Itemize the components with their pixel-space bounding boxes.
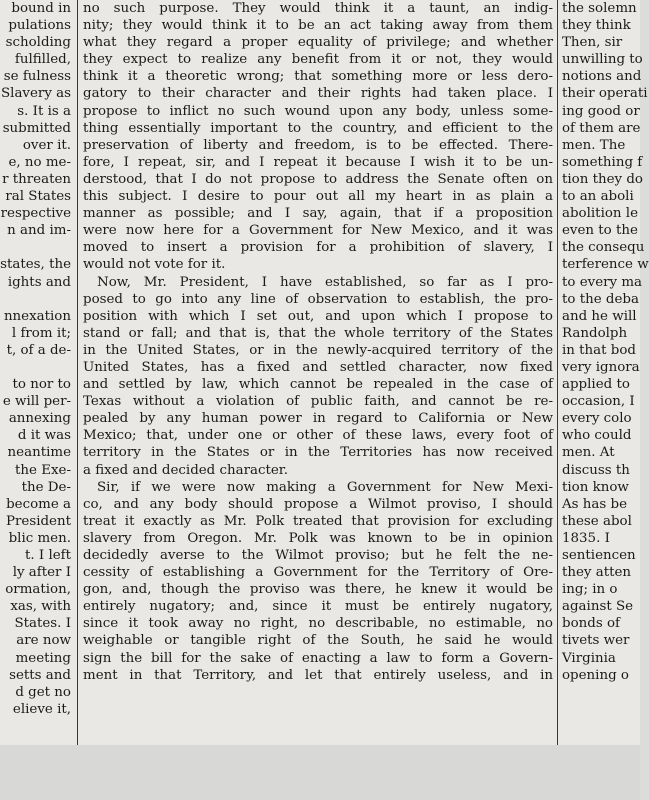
right-column-line: tion they do xyxy=(562,171,643,187)
main-column-line: manner as possible; and I say, again, that if a proposition xyxy=(83,206,553,222)
left-column-line: e will per- xyxy=(2,394,71,410)
right-column-line: As has be xyxy=(562,496,628,512)
left-column-line xyxy=(0,291,72,308)
left-column-line: e, no me- xyxy=(8,154,71,170)
left-column-line: xas, with xyxy=(10,599,71,615)
left-column-line: submitted xyxy=(2,120,71,136)
right-column-line: occasion, I xyxy=(562,394,635,410)
main-column-line: nity; they would think it to be an act taking away from them xyxy=(83,18,553,34)
right-column-line: applied to xyxy=(562,377,630,393)
main-column-line: gon, and, though the proviso was there, he knew it would be xyxy=(83,582,553,598)
main-column-line: a fixed and decided character. xyxy=(83,462,288,478)
main-column-line: no such purpose. They would think it a taunt, an indig- xyxy=(83,1,553,16)
right-column-line: they atten xyxy=(562,565,632,581)
main-column-line: Mexico; that, under one or other of these laws, every foot of xyxy=(83,428,553,444)
left-column-line: Slavery as xyxy=(0,86,71,102)
left-column-line: fulfilled, xyxy=(14,52,71,68)
left-column-line: n and im- xyxy=(7,223,71,239)
right-column-line: something f xyxy=(562,154,643,170)
main-column-line: decidedly averse to the Wilmot proviso; but he felt the ne- xyxy=(83,548,553,563)
main-column-line: sign the bill for the sake of enacting a law to form a Govern- xyxy=(83,650,553,666)
left-column-line: over it. xyxy=(22,137,71,153)
right-column-line: Virginia xyxy=(562,650,616,666)
right-column-line: tion know xyxy=(562,479,629,495)
right-column-line: to the deba xyxy=(562,291,639,307)
main-column-line: entirely nugatory; and, since it must be entirely nugatory, xyxy=(83,599,553,615)
right-column-line: to an aboli xyxy=(562,189,634,205)
right-column-line: Then, sir xyxy=(562,35,623,51)
right-column-line: their operati xyxy=(562,86,648,102)
left-column-line: neantime xyxy=(7,445,71,461)
main-column-line: stand or fall; and that is, that the whole territory of the States xyxy=(83,325,553,341)
right-column-line: abolition le xyxy=(562,206,638,222)
right-column-line: discuss th xyxy=(562,462,630,478)
left-column-line: bound in xyxy=(11,1,71,16)
left-column-line xyxy=(0,359,72,376)
main-column-line: thing essentially important to the country, and efficient to the xyxy=(83,120,553,136)
bottom-margin xyxy=(0,745,640,800)
left-column-line: se fulness xyxy=(3,69,71,85)
left-column-line: ly after I xyxy=(12,565,71,581)
right-column-line: the consequ xyxy=(562,240,645,256)
left-column-line: r threaten xyxy=(2,171,71,187)
right-column-line: ing; in o xyxy=(562,582,618,598)
main-column-line: cessity of establishing a Government for the Territory of Ore- xyxy=(83,565,553,581)
left-column-line: l from it; xyxy=(11,325,71,341)
left-column-line: scholding xyxy=(5,35,71,51)
left-column-line: are now xyxy=(16,633,71,649)
left-column-fragment xyxy=(0,0,72,718)
main-column-line: posed to go into any line of observation to establish, the pro- xyxy=(83,291,553,307)
left-column-line: states, the xyxy=(0,257,71,273)
right-column-line: of them are xyxy=(562,120,641,136)
left-column-line: pulations xyxy=(8,18,71,34)
left-column-line: t. I left xyxy=(25,548,71,563)
left-column-line: elieve it, xyxy=(12,701,71,717)
main-column-line: in the United States, or in the newly-acquired territory of the xyxy=(83,342,553,358)
right-column-line: notions and xyxy=(562,69,642,85)
main-column-line: position with which I set out, and upon which I propose to xyxy=(83,308,553,324)
left-column-line xyxy=(0,239,72,256)
right-column-line: and he will xyxy=(562,308,637,324)
main-column-line: gatory to their character and their rights had taken place. I xyxy=(83,86,553,102)
main-column-line: United States, has a fixed and settled character, now fixed xyxy=(83,359,553,375)
main-column-line: propose to inflict no such wound upon any body, unless some- xyxy=(83,103,553,119)
main-column-line: weighable or tangible right of the South, he said he would xyxy=(83,633,553,649)
right-column-line: 1835. I xyxy=(562,530,610,546)
main-column-line: they expect to realize any benefit from it or not, they would xyxy=(83,52,553,68)
left-column-line: to nor to xyxy=(12,377,71,393)
right-column-line: every colo xyxy=(562,411,632,427)
right-column-fragment xyxy=(562,0,649,684)
left-column-line: s. It is a xyxy=(17,103,71,119)
right-column-line: who could xyxy=(562,428,632,444)
main-column-line: this subject. I desire to pour out all my heart in as plain a xyxy=(83,189,553,205)
right-column-line: men. The xyxy=(562,137,626,153)
right-column-line: very ignora xyxy=(562,359,640,375)
main-column-line: moved to insert a provision for a prohibition of slavery, I xyxy=(83,240,553,256)
right-column-line: against Se xyxy=(562,599,634,615)
main-column-line: Texas without a violation of public faith, and cannot be re- xyxy=(83,394,553,410)
right-column-line: the solemn xyxy=(562,1,637,16)
main-column-line: since it took away no right, no describable, no estimable, no xyxy=(83,616,553,632)
right-column-line: these abol xyxy=(562,513,632,529)
right-column-line: ing good or xyxy=(562,103,640,119)
main-column-line: treat it exactly as Mr. Polk treated that provision for excluding xyxy=(83,513,553,529)
right-column-line: unwilling to xyxy=(562,52,643,68)
right-column-line: men. At xyxy=(562,445,615,461)
main-column-line: Now, Mr. President, I have established, so far as I pro- xyxy=(97,274,553,290)
main-column-line: slavery from Oregon. Mr. Polk was known to be in opinion xyxy=(83,530,553,546)
main-column-line: were now here for a Government for New Mexico, and it was xyxy=(83,223,553,239)
main-column-line: territory in the States or in the Territories has now received xyxy=(83,445,553,461)
main-column-line: pealed by any human power in regard to California or New xyxy=(83,411,553,427)
left-column-line: annexing xyxy=(8,411,71,427)
column-rule-right xyxy=(557,0,558,745)
right-column-line: opening o xyxy=(562,667,629,683)
left-column-line: States. I xyxy=(14,616,71,632)
left-column-line: nnexation xyxy=(3,308,71,324)
column-rule-left xyxy=(77,0,78,745)
left-column-line: t, of a de- xyxy=(6,342,71,358)
main-column-line: derstood, that I do not propose to address the Senate often on xyxy=(83,171,553,187)
right-column-line: Randolph xyxy=(562,325,628,341)
left-column-line: ral States xyxy=(5,189,71,205)
main-column xyxy=(83,0,553,684)
right-column-line: in that bod xyxy=(562,342,636,358)
left-column-line: the Exe- xyxy=(15,462,71,478)
main-column-line: think it a theoretic wrong; that something more or less dero- xyxy=(83,69,553,85)
main-column-line: ment in that Territory, and let that entirely useless, and in xyxy=(83,667,553,683)
left-column-line: blic men. xyxy=(8,530,71,546)
left-column-line: ights and xyxy=(7,274,71,290)
main-column-line: and settled by law, which cannot be repealed in the case of xyxy=(83,377,553,393)
right-column-line: terference w xyxy=(562,257,649,273)
main-column-line: Sir, if we were now making a Government for New Mexi- xyxy=(97,479,553,495)
left-column-line: ormation, xyxy=(5,582,71,598)
left-column-line: respective xyxy=(0,206,71,222)
main-column-line: fore, I repeat, sir, and I repeat it because I wish it to be un- xyxy=(83,154,553,170)
left-column-line: d it was xyxy=(17,428,71,444)
main-column-line: would not vote for it. xyxy=(83,257,226,273)
right-column-line: sentiencen xyxy=(562,548,636,563)
left-column-line: setts and xyxy=(9,667,71,683)
left-column-line: become a xyxy=(6,496,71,512)
main-column-line: co, and any body should propose a Wilmot proviso, I should xyxy=(83,496,553,512)
main-column-line: preservation of liberty and freedom, is to be effected. There- xyxy=(83,137,553,153)
right-column-line: they think xyxy=(562,18,631,34)
left-column-line: the De- xyxy=(21,479,71,495)
main-column-line: what they regard a proper equality of privilege; and whether xyxy=(83,35,553,51)
right-column-line: tivets wer xyxy=(562,633,630,649)
right-column-line: bonds of xyxy=(562,616,620,632)
right-column-line: even to the xyxy=(562,223,638,239)
left-column-line: d get no xyxy=(15,684,71,700)
left-column-line: President xyxy=(6,513,71,529)
left-column-line: meeting xyxy=(15,650,71,666)
right-column-line: to every ma xyxy=(562,274,643,290)
